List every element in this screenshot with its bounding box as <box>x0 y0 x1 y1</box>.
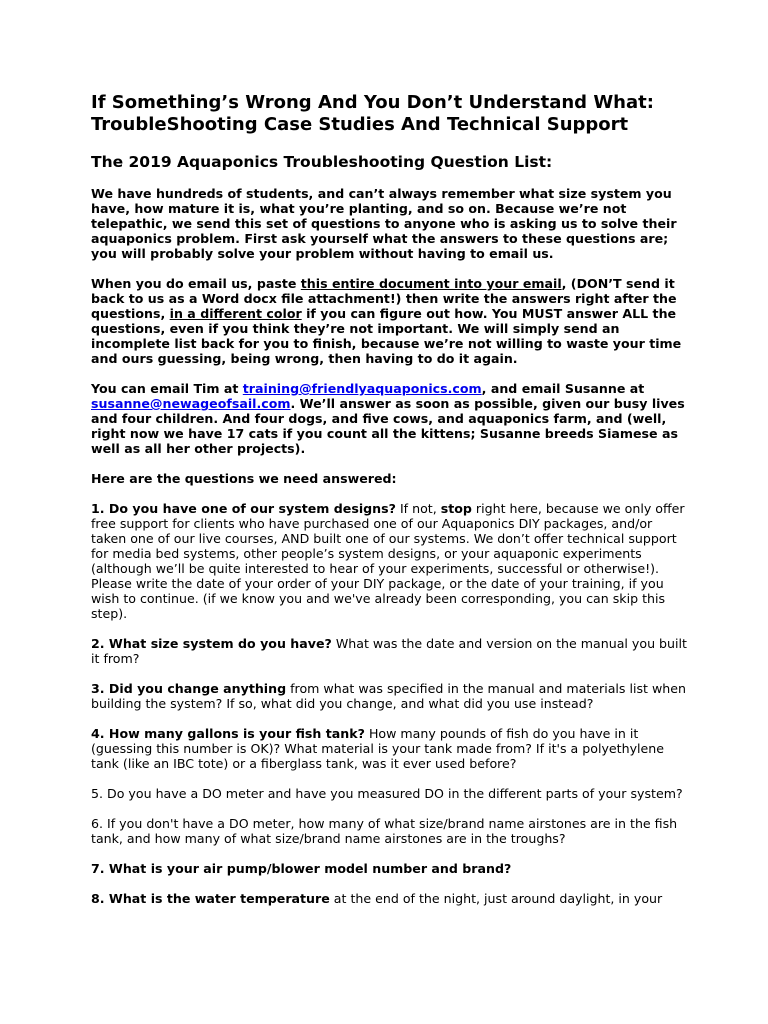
email-text-1: When you do email us, paste <box>91 276 301 291</box>
question-3-heading: 3. Did you change anything <box>91 681 287 696</box>
question-4 <box>91 726 691 771</box>
susanne-email-link[interactable]: susanne@newageofsail.com <box>91 396 291 411</box>
contact-paragraph <box>91 381 691 456</box>
question-7: 7. What is your air pump/blower model number and brand? <box>91 861 512 876</box>
question-2-text: What was the date and version on the manual you built it from? <box>91 636 687 666</box>
question-4-heading: 4. How many gallons is your fish tank? <box>91 726 365 741</box>
question-1-text-2: right here, because we only offer free support for clients who have purchased one of our Aquaponics DIY packages, and/or taken one of our live courses, AND built one of our systems. We don’t offer technical support for media bed systems, other people’s system designs, or your aquaponic experiments (although we’ll be quite interested to hear of your experiments, successful or otherwise!). Please write the date of your order of your DIY package, or the date of your training, if you wish to continue. (if we know you and we've already been corresponding, you can skip this step). <box>91 501 685 621</box>
question-6: 6. If you don't have a DO meter, how many of what size/brand name airstones are in the fish tank, and how many of what size/brand name airstones are in the troughs? <box>91 816 678 846</box>
email-underline-1: this entire document into your email <box>300 276 562 291</box>
email-text-3: if you can figure out how. You MUST answer ALL the questions, even if you think they’re not important. We will simply send an incomplete list back for you to finish, because we’re not willing to waste your time and ours guessing, being wrong, then having to do it again. <box>91 306 682 366</box>
email-instructions-paragraph <box>91 276 691 366</box>
question-1-text-1: If not, <box>395 501 441 516</box>
question-3 <box>91 681 691 711</box>
question-1-stop: stop <box>440 501 472 516</box>
document-body <box>91 92 691 906</box>
question-4-text: How many pounds of fish do you have in it (guessing this number is OK)? What material is your tank made from? If it's a polyethylene tank (like an IBC tote) or a fiberglass tank, was it ever used before? <box>91 726 664 771</box>
title-line-1: If Something’s Wrong And You Don’t Understand What: <box>91 92 654 113</box>
question-2 <box>91 636 691 666</box>
contact-text-1: You can email Tim at <box>91 381 243 396</box>
question-1 <box>91 501 691 621</box>
email-text-2: , (DON’T send it back to us as a Word docx file attachment!) then write the answers right after the questions, <box>91 276 677 321</box>
questions-intro: Here are the questions we need answered: <box>91 471 397 486</box>
document-subtitle: The 2019 Aquaponics Troubleshooting Question List: <box>91 153 553 171</box>
question-2-heading: 2. What size system do you have? <box>91 636 332 651</box>
email-underline-2: in a different color <box>169 306 302 321</box>
question-5: 5. Do you have a DO meter and have you measured DO in the different parts of your system? <box>91 786 683 801</box>
question-8-text: at the end of the night, just around daylight, in your <box>329 891 663 906</box>
tim-email-link[interactable]: training@friendlyaquaponics.com <box>242 381 482 396</box>
question-1-heading: 1. Do you have one of our system designs? <box>91 501 396 516</box>
contact-text-2: , and email Susanne at <box>481 381 645 396</box>
intro-paragraph: We have hundreds of students, and can’t always remember what size system you have, how mature it is, what you’re planting, and so on. Because we’re not telepathic, we send this set of questions to anyone who is asking us to solve their aquaponics problem. First ask yourself what the answers to these questions are; you will probably solve your problem without having to email us. <box>91 186 677 261</box>
question-8-heading: 8. What is the water temperature <box>91 891 330 906</box>
question-3-text: from what was specified in the manual and materials list when building the system? If so, what did you change, and what did you use instead? <box>91 681 687 711</box>
title-line-2: TroubleShooting Case Studies And Technical Support <box>91 114 629 135</box>
question-8 <box>91 891 691 906</box>
contact-text-3: . We’ll answer as soon as possible, given our busy lives and four children. And four dogs, and five cows, and aquaponics farm, and (well, right now we have 17 cats if you count all the kittens; Susanne breeds Siamese as well as all her other projects). <box>91 396 685 456</box>
document-title <box>91 92 691 136</box>
